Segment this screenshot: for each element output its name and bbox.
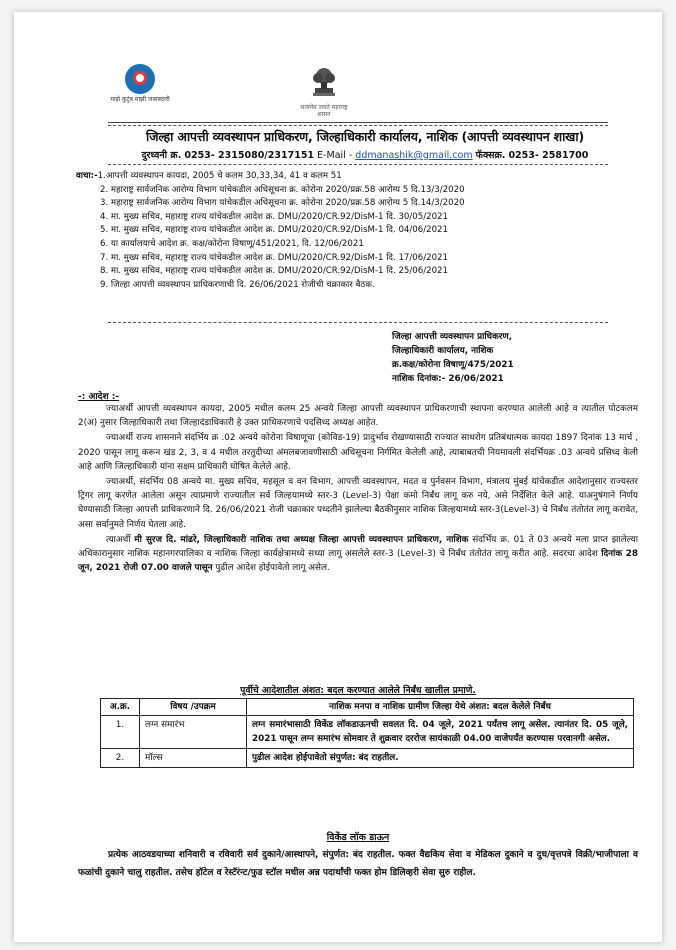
order-paragraph: ज्याअर्थी आपत्ती व्यवस्थापन कायदा, 2005 मधील कलम 25 अन्वये जिल्हा आपत्ती व्यवस्थापन प्राधिकरणाची स्थापना करण्यात आलेली आहे व त्यातील पोटकलम 2(अ) नुसार जिल्हाधिकारी तथा जिल्हादंडाधिकारी हे उक्त प्राधिकरणाचे पदसिध्द अध्यक्ष आहेत. [78,404,638,429]
contact-line [110,148,620,161]
reference-item: 8. मा. मुख्य सचिव, महाराष्ट्र राज्य यांचेकडील आदेश क्र. DMU/2020/CR.92/DisM-1 दि. 25/06/2021 [100,266,448,277]
health-department-logo [110,64,170,103]
office-line: क्र.कक्ष/कोरोना विषाणू/475/2021 [392,360,514,370]
reference-item: 6. या कार्यालयाचे आदेश क्र. कक्ष/कोरोना विषाणू/451/2021, दि. 12/06/2021 [100,238,364,249]
weekend-lockdown-heading: विकेंड लॉक डाऊन [326,832,390,843]
office-title: जिल्हा आपत्ती व्यवस्थापन प्राधिकरण, जिल्हाधिकारी कार्यालय, नाशिक (आपत्ती व्यवस्थापन शाखा) [146,129,584,144]
column-header: नाशिक मनपा व नाशिक ग्रामीण जिल्हा येथे अंशत: बदल केलेले निर्बंध [247,699,634,716]
table-cell: मॉल्स [140,749,247,768]
issuing-office-block [392,330,612,386]
emblem-caption: सत्यमेव जयते महाराष्ट्र शासन [300,104,348,118]
column-header: अ.क्र. [101,699,140,716]
reference-item: 9. जिल्हा आपत्ती व्यवस्थापन प्राधिकरणाची दि. 26/06/2021 रोजीची चक्राकार बैठक. [100,279,375,290]
table-cell: लग्न समारंभासाठी विकेंड लॉकडाऊनची सवलत दि. 04 जूले, 2021 पर्यंतच लागू असेल. त्यानंतर दि. 05 जूले, 2021 पासून लग्न समारंभ सोमवार ते शुक्रवार दररोज सायंकाळी 04.00 वाजेपर्यंत करण्यास परवानगी असेल. [247,716,634,749]
reference-item: 3. महाराष्ट्र सार्वजनिक आरोग्य विभाग यांचेकडील अधिसूचना क्र. कोरोना 2020/प्रक्र.58 आरोग्य 5 दि.14/3/2020 [100,198,465,209]
order-body [78,402,638,576]
email-link[interactable]: ddmanashik@gmail.com [355,150,473,161]
partial-changes-heading: पूर्वीचे आदेशातील अंशत: बदल करण्यात आलेले निर्बंध खालील प्रमाणे. [240,685,476,696]
state-emblem [294,62,354,118]
reference-item: वाचा:-1.आपत्ती व्यवस्थापन कायदा, 2005 चे कलम 30,33,34, 41 व कलम 51 [76,171,342,181]
weekend-lockdown-text: प्रत्येक आठवडयाच्या शनिवारी व रविवारी सर्व दुकाने/आस्थापने, संपुर्णत: बंद राहतील. फक्त वैद्यकिय सेवा व मेडिकल दुकाने व दुध/वृत्तपत्रे विक्री/भाजीपाला व फळांची दुकाने चालु राहतील. तसेच हॉटेल व रेस्टॅरंन्ट/फुड स्टॉल मधील अन्न पदार्थांची फक्त होम डिलिव्हरी सेवा सुरु राहील. [78,850,638,878]
fax-label: फॅक्सक्र. [475,150,506,161]
reference-item: 5. मा. मुख्य सचिव, महाराष्ट्र राज्य यांचेकडील आदेश क्र. DMU/2020/CR.92/DisM-1 दि. 04/06/2021 [100,225,448,236]
references-rule [108,322,608,323]
reference-item: 4. मा. मुख्य सचिव, महाराष्ट्र राज्य यांचेकडील आदेश क्र. DMU/2020/CR.92/DisM-1 दि. 30/05/2021 [100,211,448,222]
table-row [101,716,634,749]
table-row [101,749,634,768]
restrictions-table [100,698,634,768]
header-top-rule [108,122,608,123]
table-cell: 1. [101,716,140,749]
order-paragraph: ज्याअर्थी राज्य शासनाने संदर्भिय क्र .02 अन्वये कोरोना विषाणूचा (कोविड-19) प्रादुर्भाव रोखण्यासाठी राज्यात साथरोग प्रतिबंधात्मक कायदा 1897 दिनांक 13 मार्च , 2020 पासून लागू करून खंड 2, 3, व 4 मधील तरतुदीच्या अंमलबजावणीसाठी अधिसूचना निर्गमित केलेली आहे, त्याबाबतची नियमावली संदर्भियक्र .03 अन्वये प्रसिध्द केली आहे आणि जिल्हाधिकारी यांना सक्षम प्राधिकारी घोषित केलेले आहे. [78,433,638,472]
family-health-icon [125,64,155,94]
order-heading: -: आदेश :- [78,392,120,402]
table-cell: 2. [101,749,140,768]
fax-number: 0253- 2581700 [508,150,589,161]
table-cell: पुढील आदेश होईपावेतो संपुर्णत: बंद राहतील. [247,749,634,768]
document-page [14,12,662,942]
reference-item: 2. महाराष्ट्र सार्वजनिक आरोग्य विभाग यांचेकडील अधिसूचना क्र. कोरोना 2020/प्रक्र.58 आरोग्य 5 दि.13/3/2020 [100,184,465,195]
table-cell: लग्न समारंभ [140,716,247,749]
office-line: जिल्हा आपत्ती व्यवस्थापन प्राधिकरण, [392,332,513,342]
office-line: जिल्हाधिकारी कार्यालय, नाशिक [392,346,494,356]
reference-item: 7. मा. मुख्य सचिव, महाराष्ट्र राज्य यांचेकडील आदेश क्र. DMU/2020/CR.92/DisM-1 दि. 17/06/2021 [100,252,448,263]
order-paragraph: त्याअर्थी मी सुरज दि. मांढरे, जिल्हाधिकारी नाशिक तथा अध्यक्ष जिल्हा आपत्ती व्यवस्थापन प्राधिकरण, नाशिक संदर्भिय क्र. 01 ते 03 अन्वये मला प्राप्त झालेल्या अधिकारानुसार नाशिक महानगरपालिका व नाशिक जिल्हा कार्यक्षेत्रामध्ये सध्या लागू असलेले स्तर-3 (Level-3) चे निर्बंध तंतोतंत लागू करीत आहे. सदरचा आदेश दिनांक 28 जून, 2021 रोजी 07.00 वाजले पासून पुढील आदेश होईपावेतो लागू असेल. [78,534,638,574]
ashoka-emblem-icon [309,62,339,100]
email-label: E-Mail - [317,150,353,161]
column-header: विषय /उपक्रम [140,699,247,716]
table-header-row [101,699,634,716]
references-list [76,170,636,292]
header-top-rule-dashed [108,125,608,126]
phone-numbers: 0253- 2315080/2317151 [184,150,315,161]
office-line: नाशिक दिनांक:- 26/06/2021 [392,374,504,384]
contact-rule [108,164,608,165]
references-label: वाचा:- [76,171,98,181]
order-paragraph: ज्याअर्थी, संदर्भिय 08 अन्वये मा. मुख्य सचिव, महसूल व वन विभाग, आपत्ती व्यवस्थापन, मदत व पुर्नवसन विभाग, मंत्रालय मुंबई यांचेकडील आदेशानुसार राज्यस्तर ट्रिगर लागू करणेत आलेला असून त्याप्रमाणे राज्यातील सर्व जिल्हयामध्ये स्तर-3 (Level-3) पेक्षा कमो निर्बंध लागू करु नये, असे निर्देशित केले आहे. याअनुषंगाने निर्णय घेण्यासाठी जिल्हा आपत्ती प्राधिकरणाने दि. 26/06/2021 रोजी चक्राकार पध्दतीने झालेल्या बैठकीनुसार नाशिक जिल्हयामध्ये स्तर-3(Level-3) चे निर्बंध तंतोतंत लागू करावेत, असा सर्वानुमते निर्णय घेतला आहे. [78,477,638,530]
phone-label: दुरध्वनी क्र. [141,150,182,161]
logo-caption: माझे कुटुंब माझी जबाबदारी [110,96,170,103]
